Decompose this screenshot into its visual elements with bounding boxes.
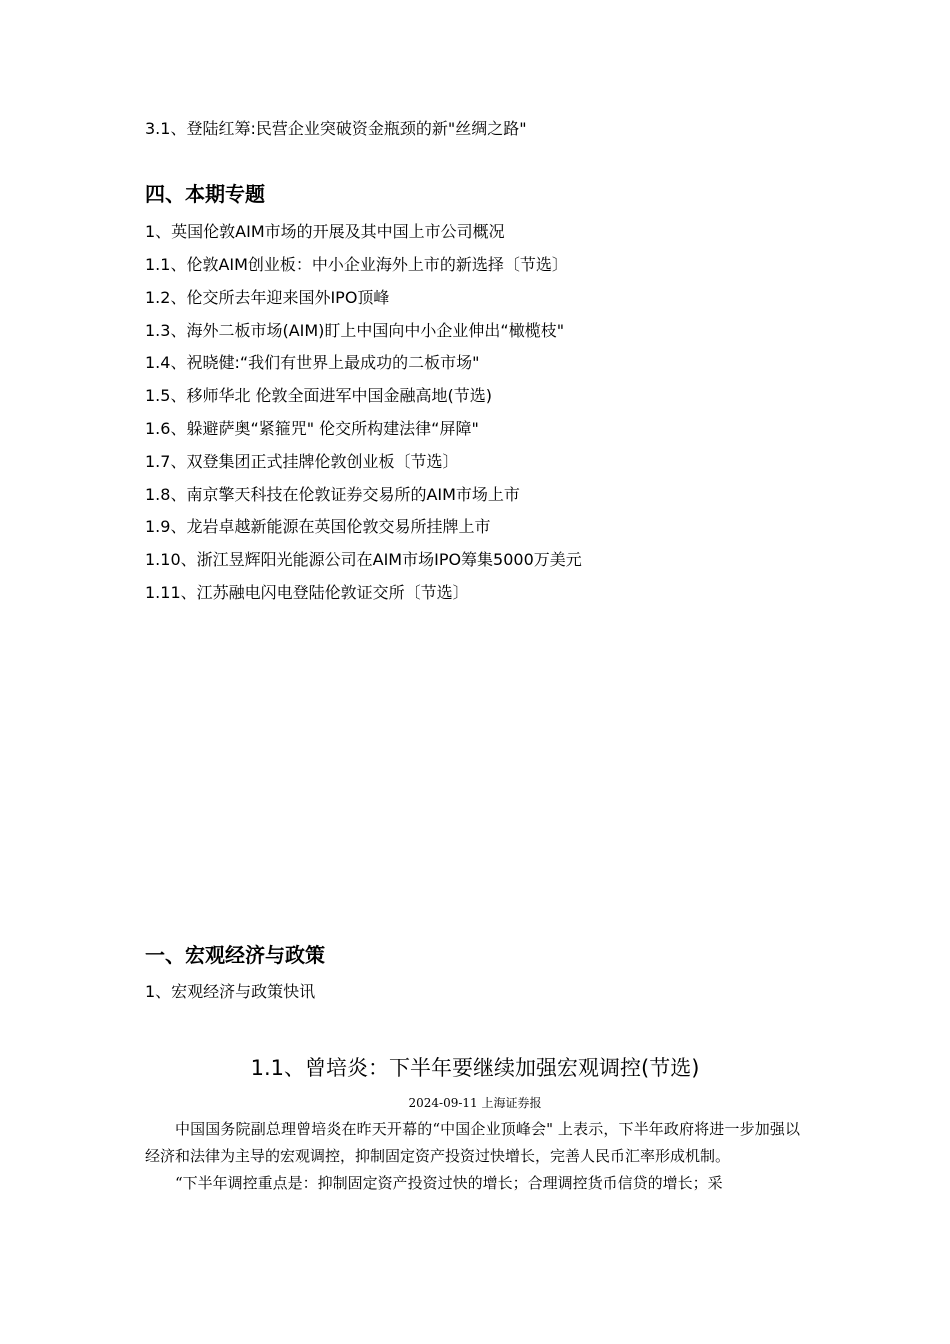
article-paragraph: 中国国务院副总理曾培炎在昨天开幕的“中国企业顶峰会" 上表示，下半年政府将进一步加强以经济和法律为主导的宏观调控，抑制固定资产投资过快增长，完善人民币汇率形成机制。 [145,1120,800,1165]
toc-item: 1.4、祝晓健:“我们有世界上最成功的二板市场" [145,353,480,372]
section-subheading: 1、宏观经济与政策快讯 [145,982,316,1001]
toc-item: 1.2、伦交所去年迎来国外IPO顶峰 [145,288,390,307]
article-title: 1.1、曾培炎：下半年要继续加强宏观调控(节选) [250,1056,700,1080]
toc-item: 1.11、江苏融电闪电登陆伦敦证交所〔节选〕 [145,583,469,602]
toc-item: 1、英国伦敦AIM市场的开展及其中国上市公司概况 [145,222,505,241]
toc-item: 1.6、躲避萨奥“紧箍咒" 伦交所构建法律“屏障" [145,419,479,438]
section-heading-topic: 四、本期专题 [145,182,265,206]
article-paragraph: “下半年调控重点是：抑制固定资产投资过快的增长；合理调控货币信贷的增长；采 [175,1174,723,1192]
toc-item: 1.7、双登集团正式挂牌伦敦创业板〔节选〕 [145,452,459,471]
article-meta: 2024-09-11 上海证券报 [408,1096,542,1110]
article-body [145,1116,800,1197]
toc-item: 1.3、海外二板市场(AIM)盯上中国向中小企业伸出“橄榄枝" [145,321,565,340]
section-heading-macro: 一、宏观经济与政策 [145,943,325,967]
toc-item: 1.8、南京擎天科技在伦敦证券交易所的AIM市场上市 [145,485,520,504]
toc-item: 1.5、移师华北 伦敦全面进军中国金融高地(节选) [145,386,493,405]
toc-item: 1.10、浙江昱辉阳光能源公司在AIM市场IPO筹集5000万美元 [145,550,582,569]
toc-item-3-1: 3.1、登陆红筹:民营企业突破资金瓶颈的新"丝绸之路" [145,119,527,138]
toc-item: 1.1、伦敦AIM创业板：中小企业海外上市的新选择〔节选〕 [145,255,568,274]
toc-item: 1.9、龙岩卓越新能源在英国伦敦交易所挂牌上市 [145,517,491,536]
